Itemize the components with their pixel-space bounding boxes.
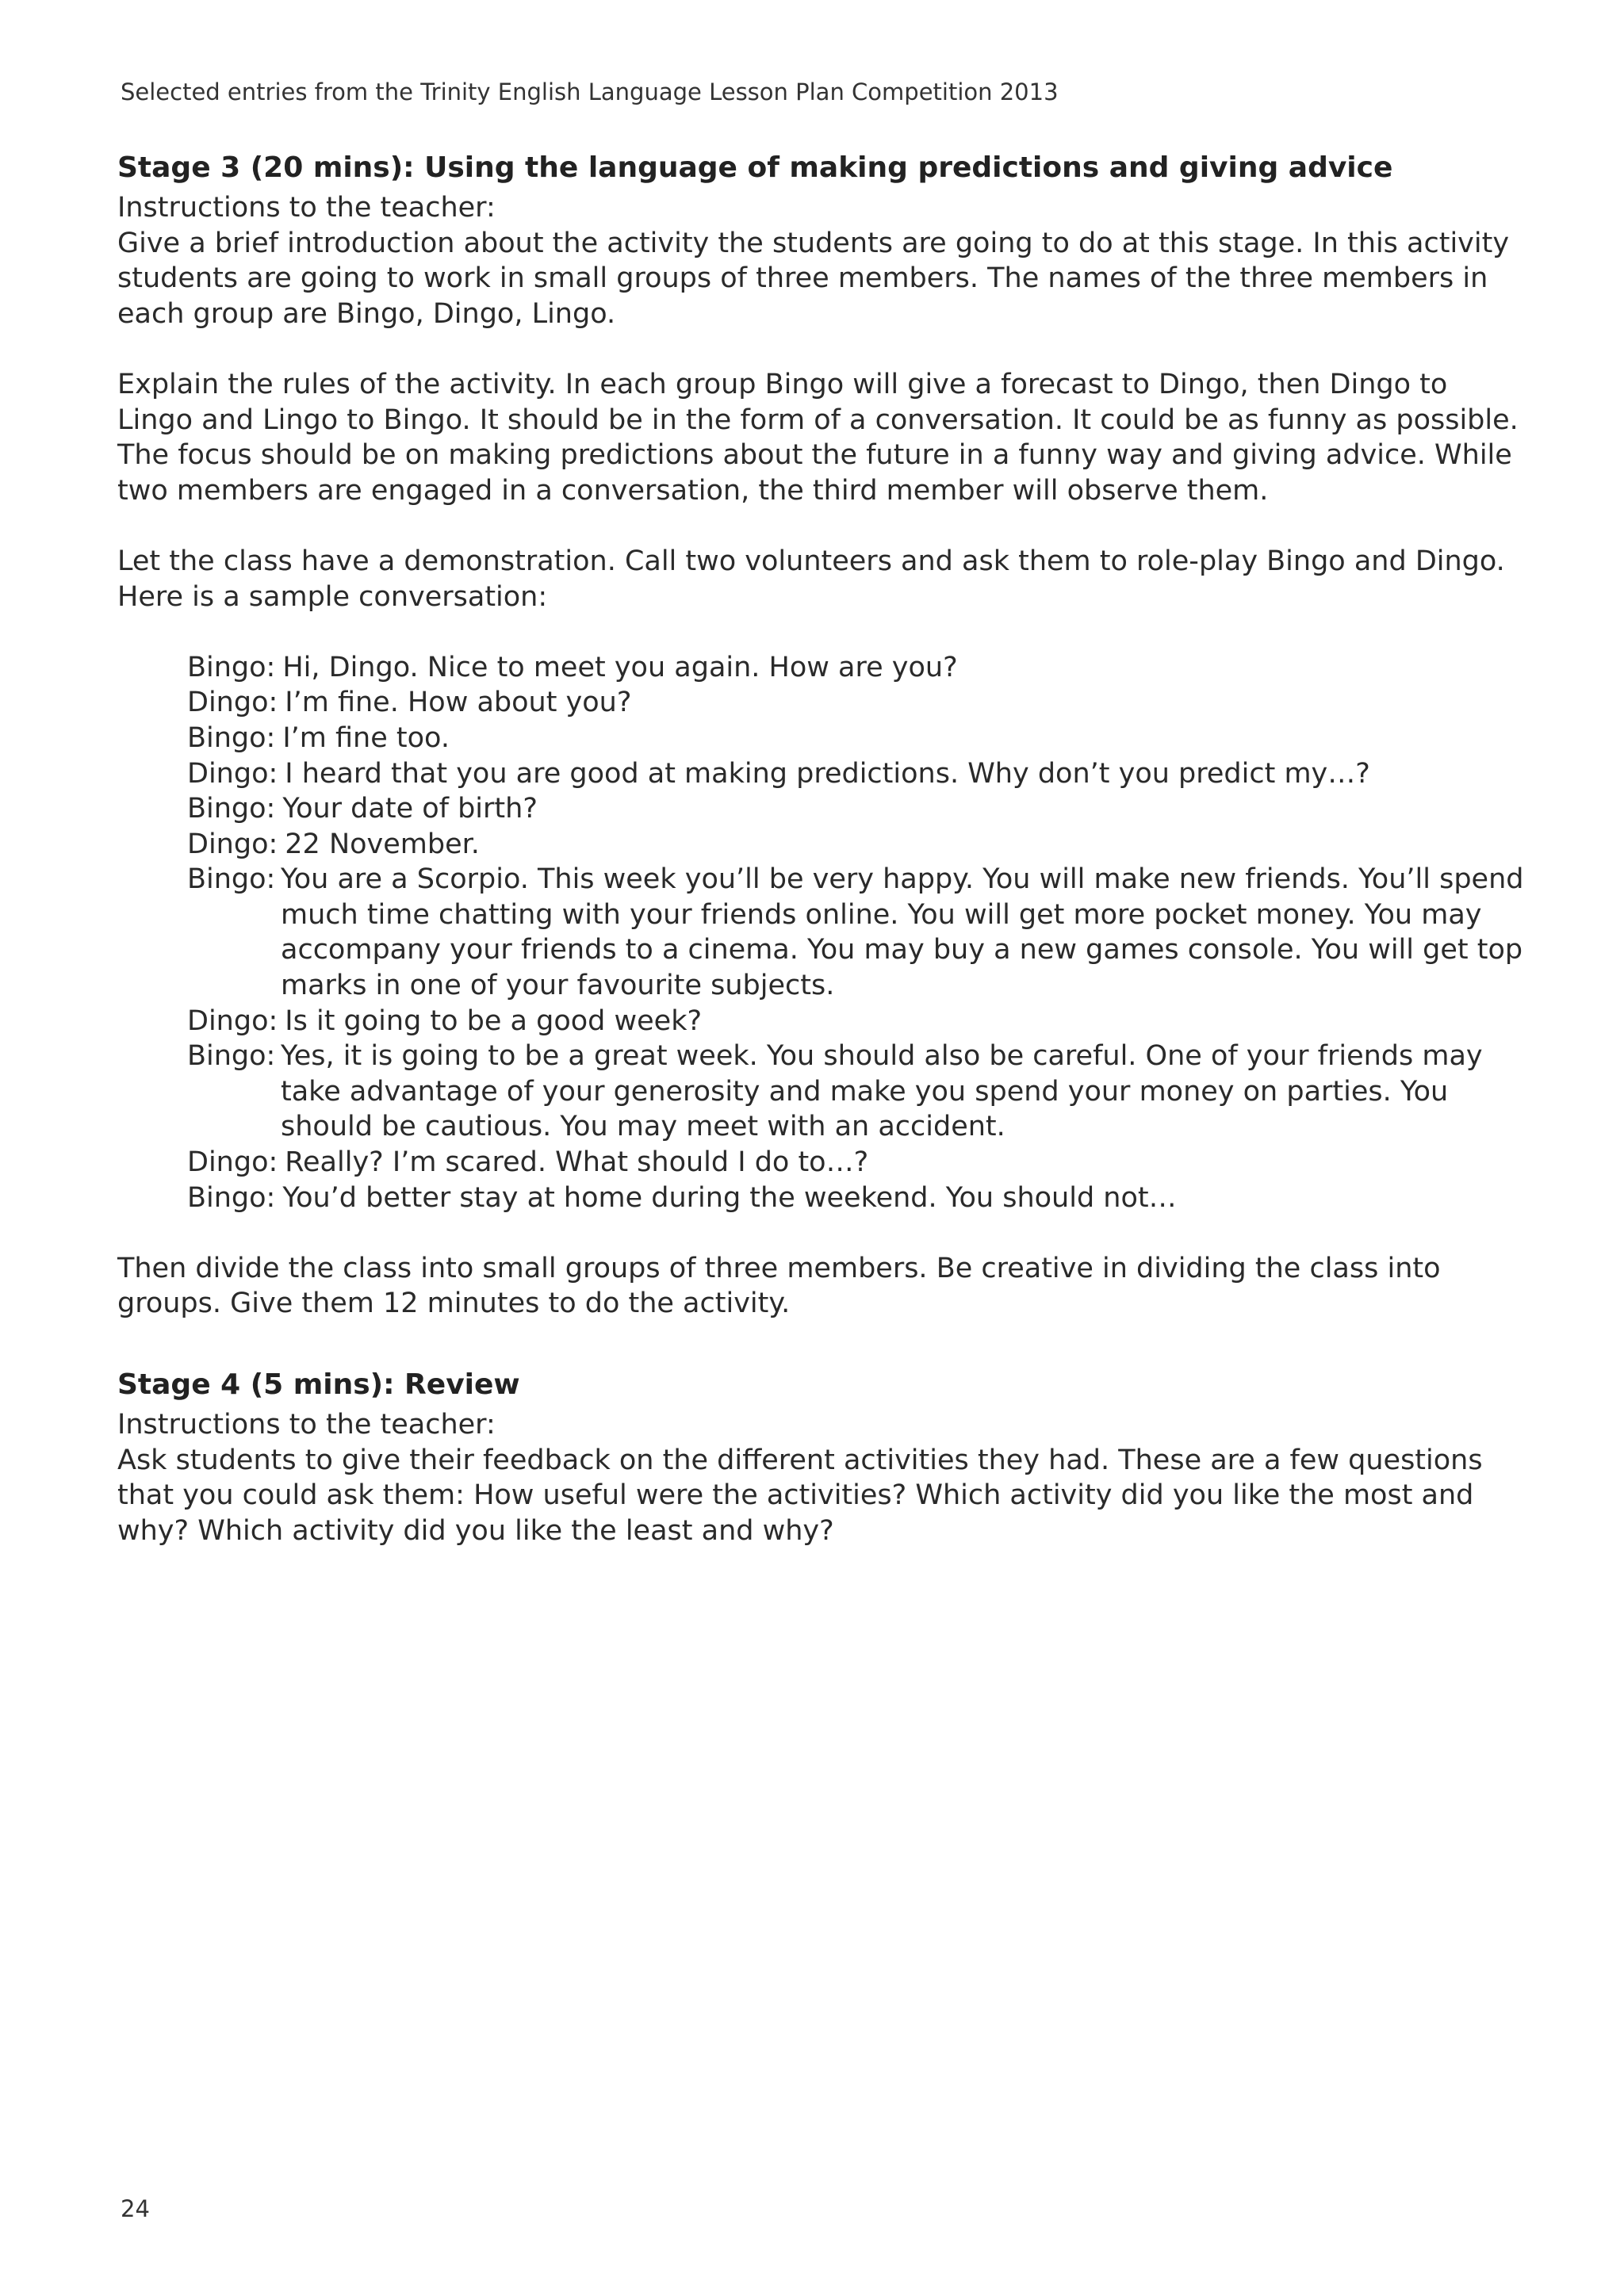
- dialogue-speaker: Bingo:: [187, 1040, 276, 1073]
- dialogue-text: Really? I’m scared. What should I do to…?: [285, 1146, 869, 1179]
- dialogue-line: [187, 685, 1529, 721]
- dialogue-speaker: Dingo:: [187, 1146, 278, 1179]
- dialogue-text: I’m fine. How about you?: [285, 687, 632, 719]
- dialogue-speaker: Dingo:: [187, 1004, 278, 1037]
- dialogue-speaker: Bingo:: [187, 863, 276, 896]
- page-body: [117, 149, 1529, 1548]
- stage-4-instructions-label: Instructions to the teacher:: [117, 1409, 496, 1441]
- dialogue-text: You are a Scorpio. This week you’ll be very happy. You will make new friends. You’ll spend much time chatting with your friends online. You will get more pocket money. You may accompany your friends to a cinema. You may buy a new games console. You will get top marks in one of your favourite subjects.: [281, 863, 1524, 1002]
- dialogue-speaker: Dingo:: [187, 828, 278, 860]
- dialogue-text: Your date of birth?: [282, 793, 538, 825]
- dialogue-text: 22 November.: [285, 828, 480, 860]
- dialogue-line: [187, 721, 1529, 756]
- dialogue-speaker: Bingo:: [187, 1181, 276, 1214]
- dialogue-text: You’d better stay at home during the weekend. You should not…: [282, 1181, 1177, 1214]
- dialogue-text: Is it going to be a good week?: [285, 1004, 703, 1037]
- stage-4-heading: Stage 4 (5 mins): Review: [117, 1368, 520, 1401]
- dialogue-speaker: Bingo:: [187, 651, 276, 683]
- dialogue-line: [187, 1004, 1529, 1039]
- dialogue-text: I’m fine too.: [282, 721, 450, 754]
- stage-3-instructions-label: Instructions to the teacher:: [117, 192, 496, 224]
- dialogue-speaker: Dingo:: [187, 757, 278, 790]
- dialogue-text: Hi, Dingo. Nice to meet you again. How are you?: [282, 651, 958, 683]
- dialogue-line: [187, 650, 1529, 686]
- dialogue-speaker: Bingo:: [187, 721, 276, 754]
- dialogue-line: [187, 1039, 1529, 1145]
- dialogue-speaker: Dingo:: [187, 687, 278, 719]
- running-header: Selected entries from the Trinity English Language Lesson Plan Competition 2013: [121, 78, 1059, 105]
- dialogue-line: [187, 1145, 1529, 1181]
- dialogue-line: [187, 827, 1529, 863]
- dialogue-text: Yes, it is going to be a great week. You should also be careful. One of your friends may take advantage of your generosity and make you spend your money on parties. You should be cautious. You may meet with an accident.: [281, 1040, 1483, 1143]
- dialogue-line: [187, 862, 1529, 1003]
- dialogue-line: [187, 756, 1529, 792]
- stage-3-paragraph-2: Explain the rules of the activity. In each group Bingo will give a forecast to Dingo, then Dingo to Lingo and Lingo to Bingo. It should be in the form of a conversation. It could be as funny as possible. The focus should be on making predictions about the future in a funny way and giving advice. While two members are engaged in a conversation, the third member will observe them.: [117, 368, 1519, 507]
- stage-3-paragraph-3: Let the class have a demonstration. Call two volunteers and ask them to role-play Bingo and Dingo. Here is a sample conversation:: [117, 545, 1505, 613]
- page-number: 24: [121, 2195, 150, 2222]
- dialogue-speaker: Bingo:: [187, 793, 276, 825]
- stage-3-heading: Stage 3 (20 mins): Using the language of making predictions and giving advice: [117, 151, 1393, 184]
- dialogue-line: [187, 791, 1529, 827]
- stage-3-paragraph-1: Give a brief introduction about the activity the students are going to do at this stage. In this activity students are going to work in small groups of three members. The names of the three members in each group are Bingo, Dingo, Lingo.: [117, 227, 1510, 330]
- dialogue-line: [187, 1181, 1529, 1216]
- stage-3-paragraph-4: Then divide the class into small groups of three members. Be creative in dividing the class into groups. Give them 12 minutes to do the activity.: [117, 1252, 1441, 1320]
- dialogue-text: I heard that you are good at making predictions. Why don’t you predict my…?: [285, 757, 1370, 790]
- stage-4-paragraph-1: Ask students to give their feedback on the different activities they had. These are a few questions that you could ask them: How useful were the activities? Which activity did you like the most and why? Which activity did you like the least and why?: [117, 1444, 1483, 1547]
- sample-conversation: [117, 650, 1529, 1216]
